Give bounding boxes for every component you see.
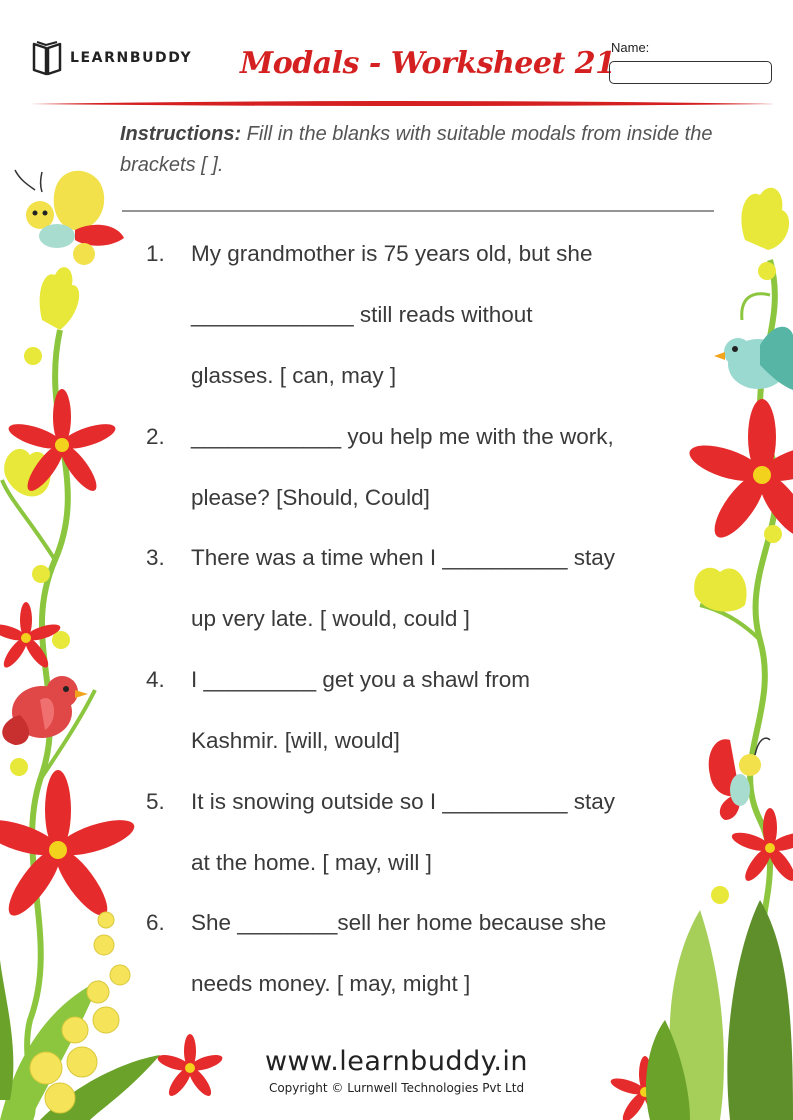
name-field[interactable]: [609, 61, 772, 84]
question-line: She ________sell her home because she: [191, 910, 607, 935]
instructions-text: Fill in the blanks with suitable modals from inside the brackets [ ].: [120, 123, 713, 176]
brand-logo: [32, 40, 192, 76]
bird-icon: [714, 327, 793, 390]
tulip-bud-icon: [4, 267, 79, 496]
flower-icon: [685, 399, 793, 545]
flower-icon: [6, 389, 118, 496]
question-number: 3.: [146, 545, 165, 570]
question-line: There was a time when I __________ stay: [191, 545, 616, 570]
tulip-bud-icon: [694, 188, 789, 612]
left-vine-icon: [2, 330, 95, 1120]
question-line: at the home. [ may, will ]: [191, 850, 432, 875]
question-line: needs money. [ may, might ]: [191, 971, 471, 996]
question-line: _____________ still reads without: [191, 302, 533, 327]
butterfly-icon: [709, 738, 770, 820]
question-line: I _________ get you a shawl from: [191, 667, 530, 692]
question-line: up very late. [ would, could ]: [191, 606, 470, 631]
question-number: 1.: [146, 241, 165, 266]
footer-copyright: Copyright © Lurnwell Technologies Pvt Ltd: [268, 1081, 525, 1095]
flower-icon: [730, 808, 793, 884]
question-line: Kashmir. [will, would]: [191, 728, 400, 753]
right-vine-icon: [700, 260, 777, 1120]
question-number: 5.: [146, 789, 165, 814]
question-line: glasses. [ can, may ]: [191, 363, 397, 388]
bird-icon: [2, 676, 88, 745]
footer-url[interactable]: www.learnbuddy.in: [264, 1046, 529, 1077]
brand-name: LEARNBUDDY: [70, 50, 193, 66]
question-number: 4.: [146, 667, 165, 692]
page-title: Modals - Worksheet 21: [240, 46, 616, 81]
flower-icon: [0, 602, 62, 671]
question-number: 6.: [146, 910, 165, 935]
instructions-label: Instructions:: [120, 123, 242, 145]
question-line: It is snowing outside so I __________ stay: [191, 789, 616, 814]
flower-icon: [0, 770, 138, 922]
header-divider: [30, 101, 775, 106]
instructions: [120, 119, 720, 181]
butterfly-icon: [15, 170, 124, 265]
question-line: My grandmother is 75 years old, but she: [191, 241, 593, 266]
question-line: please? [Should, Could]: [191, 485, 430, 510]
question-line: ____________ you help me with the work,: [191, 424, 614, 449]
leaf-icon: [0, 960, 160, 1120]
name-label: Name:: [611, 40, 650, 55]
book-icon: [32, 40, 62, 76]
question-number: 2.: [146, 424, 165, 449]
